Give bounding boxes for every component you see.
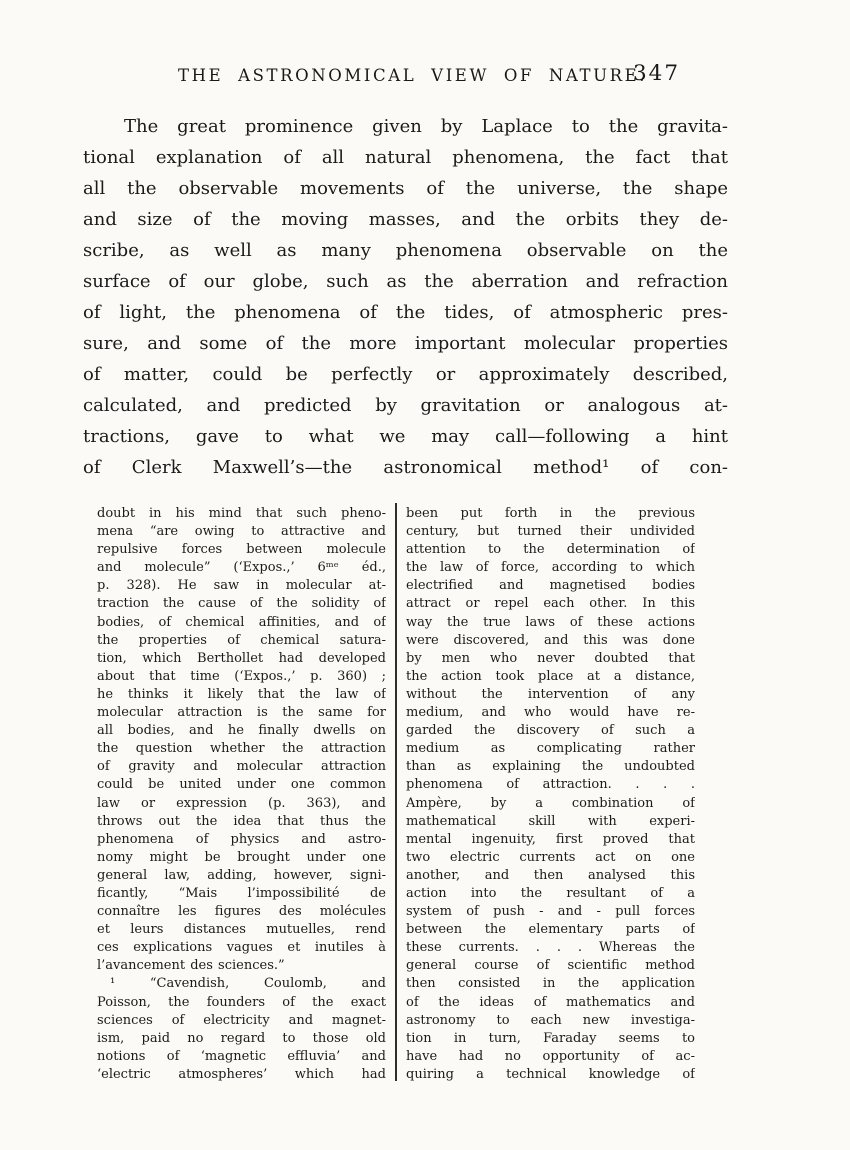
footnote-line: ces explications vagues et inutiles à (97, 940, 386, 956)
footnote-line: general course of scientific method (406, 958, 695, 974)
footnote-line: all bodies, and he finally dwells on (97, 723, 386, 739)
footnote-line: then consisted in the application (406, 976, 695, 992)
footnote-line: mena “are owing to attractive and (97, 524, 386, 540)
footnote-line: l’avancement des sciences.” (97, 958, 285, 974)
footnote-line: notions of ‘magnetic effluvia’ and (97, 1048, 386, 1064)
footnote-line: action into the resultant of a (406, 885, 695, 901)
footnote-line: et leurs distances mutuelles, rend (97, 922, 386, 938)
footnote-line: than as explaining the undoubted (406, 759, 695, 775)
footnote-line: between the elementary parts of (406, 922, 695, 938)
footnote-line: general law, adding, however, signi- (97, 867, 386, 883)
footnote-line: without the intervention of any (406, 686, 695, 702)
body-text-line: and size of the moving masses, and the orbits they de- (83, 209, 728, 230)
footnote-line: medium as complicating rather (406, 741, 695, 757)
footnote-line: mathematical skill with experi- (406, 813, 695, 829)
footnote-line: ficantly, “Mais l’impossibilité de (97, 885, 386, 901)
running-title: THE ASTRONOMICAL VIEW OF NATURE. (178, 66, 648, 85)
footnote-line: throws out the idea that thus the (97, 813, 386, 829)
body-text-line: all the observable movements of the universe, the shape (83, 178, 728, 199)
footnote-line: sciences of electricity and magnet- (97, 1012, 386, 1028)
footnote-line: two electric currents act on one (406, 849, 695, 865)
footnote-line: century, but turned their undivided (406, 524, 695, 540)
footnote-line: been put forth in the previous (406, 506, 695, 521)
footnote-line: ism, paid no regard to those old (97, 1030, 386, 1046)
footnote-line: tion in turn, Faraday seems to (406, 1030, 695, 1046)
body-text-line: of matter, could be perfectly or approximately described, (83, 364, 728, 385)
footnote-line: the law of force, according to which (406, 560, 695, 576)
footnote-right-column (406, 505, 695, 1084)
footnote-line: these currents. . . . Whereas the (406, 940, 695, 956)
footnote-line: of gravity and molecular attraction (97, 759, 386, 775)
footnote-line: astronomy to each new investiga- (406, 1012, 695, 1028)
footnote-line: have had no opportunity of ac- (406, 1048, 695, 1064)
main-paragraph (83, 111, 728, 483)
page-number: 347 (633, 61, 681, 86)
footnote-line: repulsive forces between molecule (97, 542, 386, 558)
footnote-line: tion, which Berthollet had developed (97, 650, 386, 666)
footnote-line: way the true laws of these actions (406, 614, 695, 630)
footnote-line: were discovered, and this was done (406, 632, 695, 648)
footnote-line: traction the cause of the solidity of (97, 596, 386, 612)
body-text-line: scribe, as well as many phenomena observable on the (83, 240, 728, 261)
footnote-line: mental ingenuity, first proved that (406, 831, 695, 847)
body-text-line: of Clerk Maxwell’s—the astronomical method¹ of con- (83, 457, 728, 478)
footnote-line: garded the discovery of such a (406, 723, 695, 739)
body-text-line: surface of our globe, such as the aberration and refraction (83, 271, 728, 292)
footnote-line: ‘electric atmospheres’ which had (97, 1066, 386, 1082)
footnote-line: p. 328). He saw in molecular at- (97, 578, 386, 594)
body-text-line: tractions, gave to what we may call—following a hint (83, 426, 728, 447)
body-text-line: sure, and some of the more important molecular properties (83, 333, 728, 354)
footnote-line: Ampère, by a combination of (406, 795, 695, 811)
footnote-line: phenomena of attraction. . . . (406, 777, 695, 793)
footnote-line: another, and then analysed this (406, 867, 695, 883)
footnote-line: attract or repel each other. In this (406, 596, 695, 612)
footnote-line: the properties of chemical satura- (97, 632, 386, 648)
footnote-line: connaître les figures des molécules (97, 904, 386, 920)
body-text-line: calculated, and predicted by gravitation or analogous at- (83, 395, 728, 416)
footnote-line: ¹ “Cavendish, Coulomb, and (110, 976, 386, 992)
footnote-line: molecular attraction is the same for (97, 705, 386, 721)
footnote-line: of the ideas of mathematics and (406, 994, 695, 1010)
footnote-line: law or expression (p. 363), and (97, 795, 386, 811)
footnote-line: could be united under one common (97, 777, 386, 793)
footnote-line: phenomena of physics and astro- (97, 831, 386, 847)
footnote-line: he thinks it likely that the law of (97, 686, 386, 702)
footnote-line: Poisson, the founders of the exact (97, 994, 386, 1010)
footnote-line: bodies, of chemical affinities, and of (97, 614, 386, 630)
footnote-line: and molecule” (‘Expos.,’ 6ᵐᵉ éd., (97, 560, 386, 576)
footnote-line: electrified and magnetised bodies (406, 578, 695, 594)
footnote-line: system of push - and - pull forces (406, 904, 695, 920)
body-text-line: The great prominence given by Laplace to the gravita- (124, 116, 728, 137)
body-text-line: tional explanation of all natural phenomena, the fact that (83, 147, 728, 168)
footnote-line: by men who never doubted that (406, 650, 695, 666)
footnote-line: the action took place at a distance, (406, 668, 695, 684)
footnote-line: medium, and who would have re- (406, 705, 695, 721)
footnote-left-column (97, 505, 386, 1084)
footnote-line: doubt in his mind that such pheno- (97, 506, 386, 521)
body-text-line: of light, the phenomena of the tides, of atmospheric pres- (83, 302, 728, 323)
footnote-line: attention to the determination of (406, 542, 695, 558)
footnote-line: quiring a technical knowledge of (406, 1066, 695, 1082)
footnote-line: nomy might be brought under one (97, 849, 386, 865)
footnote-line: the question whether the attraction (97, 741, 386, 757)
footnote-column-divider (395, 503, 397, 1081)
footnote-line: about that time (‘Expos.,’ p. 360) ; (97, 668, 386, 684)
